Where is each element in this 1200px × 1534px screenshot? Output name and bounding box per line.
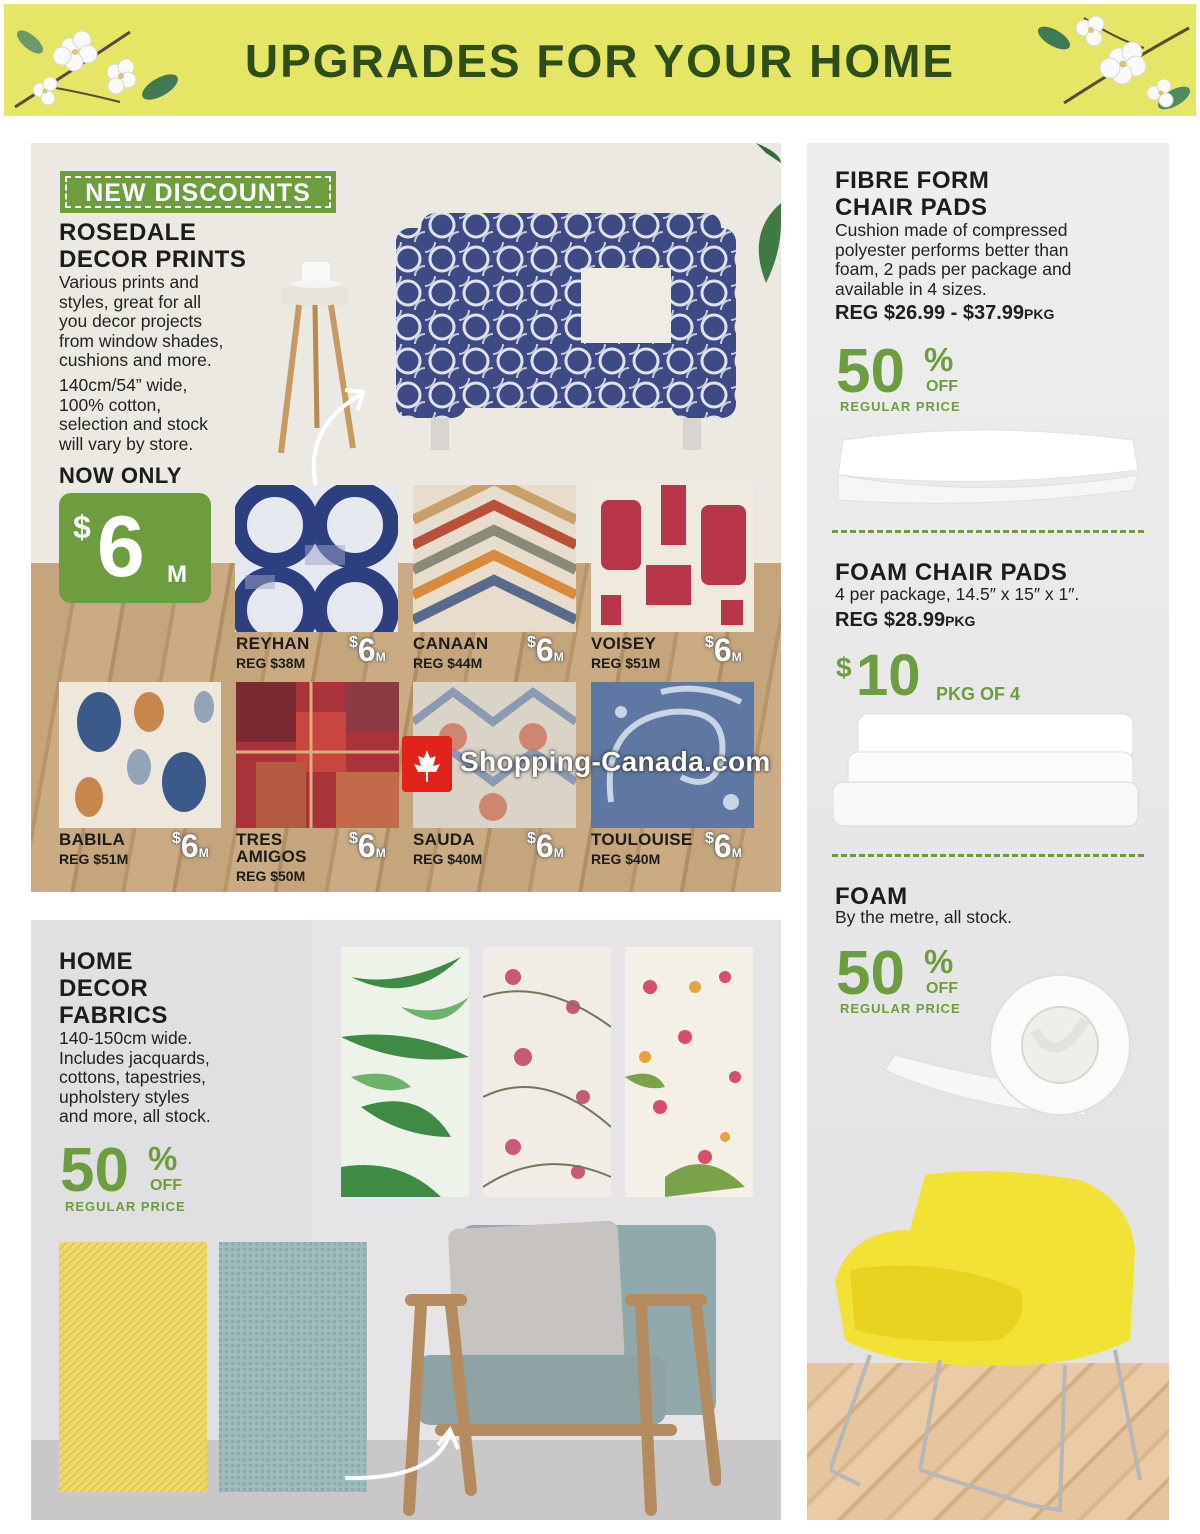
foam-pads-reg-price: REG $28.99PKG <box>835 609 976 631</box>
swatch-reg-babila: REG $51M <box>59 851 129 867</box>
section-divider-2 <box>832 854 1144 857</box>
banner-title: UPGRADES FOR YOUR HOME <box>244 35 956 87</box>
swatch-price-sauda: $6M <box>527 828 564 864</box>
fibre-title: FIBRE FORM CHAIR PADS <box>835 167 990 221</box>
section-divider <box>832 530 1144 533</box>
foam-pads-image <box>833 712 1143 830</box>
swatch-name-babila: BABILA <box>59 830 126 849</box>
swatch-reyhan <box>235 485 398 632</box>
fibre-reg-price: REG $26.99 - $37.99PKG <box>835 302 1055 324</box>
foam-pads-title: FOAM CHAIR PADS <box>835 559 1068 586</box>
header-banner <box>4 4 1196 116</box>
swatch-price-reyhan: $6M <box>349 632 386 668</box>
home-decor-discount: 50 % OFF REGULAR PRICE <box>60 1136 186 1214</box>
swatch-name-canaan: CANAAN <box>413 634 489 653</box>
swatch-price-voisey: $6M <box>705 632 742 668</box>
rosedale-title: ROSEDALE DECOR PRINTS <box>59 219 247 273</box>
swatch-price-tres-amigos: $6M <box>349 828 386 864</box>
swatch-name-voisey: VOISEY <box>591 634 657 653</box>
foam-pads-price: $ 10 PKG OF 4 <box>836 643 1021 708</box>
foam-discount: 50 % OFF REGULAR PRICE <box>836 939 961 1016</box>
fibre-pads-image <box>833 420 1143 510</box>
blossom-right-decoration <box>1024 8 1194 116</box>
swatch-reg-toulouise: REG $40M <box>591 851 661 867</box>
swatch-name-tres-amigos: TRES AMIGOS <box>236 830 307 866</box>
home-decor-description: 140-150cm wide. Includes jacquards, cottons, tapestries, upholstery styles and more, all stock. <box>59 1028 211 1126</box>
new-discounts-badge: NEW DISCOUNTS <box>60 171 336 213</box>
swatch-reg-canaan: REG $44M <box>413 655 483 671</box>
rosedale-spec: 140cm/54” wide, 100% cotton, selection and stock will vary by store. <box>59 375 208 454</box>
shopping-canada-watermark: Shopping-Canada.com <box>402 726 802 806</box>
fibre-discount: 50 % OFF REGULAR PRICE <box>836 337 961 414</box>
yellow-chair-image <box>830 1170 1142 1515</box>
swatch-reg-reyhan: REG $38M <box>236 655 306 671</box>
curved-arrow-icon <box>300 380 380 500</box>
swatch-name-sauda: SAUDA <box>413 830 475 849</box>
swatch-price-toulouise: $6M <box>705 828 742 864</box>
foam-title: FOAM <box>835 883 908 910</box>
rosedale-description: Various prints and styles, great for all you decor projects from window shades, cushions and more. <box>59 272 224 370</box>
swatch-babila <box>59 682 221 828</box>
swatch-voisey <box>591 485 754 632</box>
swatch-name-toulouise: TOULOUISE <box>591 830 693 849</box>
swatch-reg-tres-amigos: REG $50M <box>236 868 306 884</box>
swatch-price-canaan: $6M <box>527 632 564 668</box>
now-only-label: NOW ONLY <box>59 463 182 488</box>
foam-description: By the metre, all stock. <box>835 907 1013 927</box>
fabric-palm-leaves-image <box>341 947 469 1197</box>
fabric-pink-floral-image <box>483 947 611 1197</box>
home-decor-title: HOME DECOR FABRICS <box>59 948 168 1029</box>
swatch-canaan <box>413 485 576 632</box>
rosedale-price-box: $ 6 M <box>59 493 211 603</box>
swatch-price-babila: $6M <box>172 828 209 864</box>
swatch-reg-sauda: REG $40M <box>413 851 483 867</box>
foam-roll-image <box>885 960 1140 1125</box>
fibre-description: Cushion made of compressed polyester performs better than foam, 2 pads per package and available in 4 sizes. <box>835 220 1072 299</box>
swatch-tres-amigos <box>236 682 399 828</box>
fabric-wildflower-image <box>625 947 753 1197</box>
swatch-reg-voisey: REG $51M <box>591 655 661 671</box>
swatch-name-reyhan: REYHAN <box>236 634 310 653</box>
maple-bag-icon <box>402 736 452 792</box>
curved-arrow-icon <box>340 1425 460 1485</box>
foam-pads-description: 4 per package, 14.5″ x 15″ x 1″. <box>835 584 1080 604</box>
fabric-yellow-texture-image <box>59 1242 207 1492</box>
